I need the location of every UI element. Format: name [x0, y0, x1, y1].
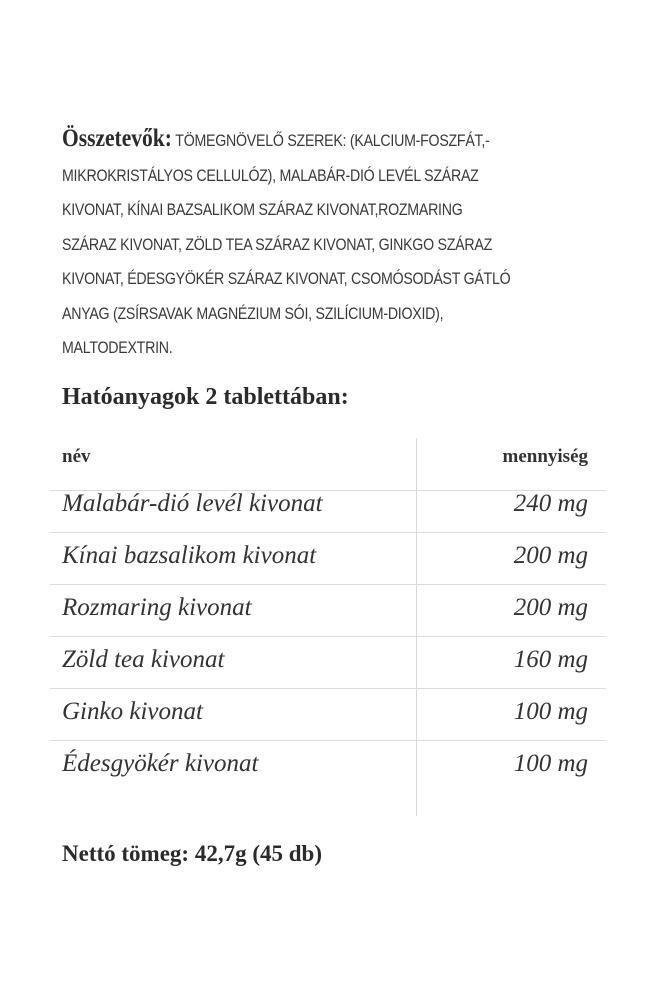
table-row — [50, 688, 606, 741]
ingredients-line: TÖMEGNÖVELŐ SZEREK: (KALCIUM-FOSZFÁT,- — [175, 132, 490, 150]
ingredients-paragraph — [62, 122, 587, 366]
ingredient-name: Zöld tea kivonat — [62, 646, 225, 673]
active-ingredients-title: Hatóanyagok 2 tablettában: — [62, 384, 349, 410]
ingredients-first-line — [62, 122, 587, 159]
ingredients-line: KIVONAT, ÉDESGYÖKÉR SZÁRAZ KIVONAT, CSOMÓSODÁST GÁTLÓ — [62, 270, 511, 288]
ingredient-name: Ginko kivonat — [62, 698, 203, 725]
ingredient-amount: 100 mg — [513, 698, 588, 725]
ingredients-label: Összetevők: — [62, 125, 172, 152]
ingredients-line: MALTODEXTRIN. — [62, 339, 173, 357]
table-row — [50, 740, 606, 792]
table-row — [50, 636, 606, 689]
ingredient-amount: 200 mg — [513, 542, 588, 569]
ingredient-amount: 200 mg — [513, 594, 588, 621]
header-name: név — [62, 446, 91, 467]
ingredient-name: Kínai bazsalikom kivonat — [62, 542, 317, 569]
header-amount: mennyiség — [502, 446, 588, 467]
ingredient-amount: 240 mg — [513, 490, 588, 517]
table-row — [50, 584, 606, 637]
ingredients-line: SZÁRAZ KIVONAT, ZÖLD TEA SZÁRAZ KIVONAT, GINKGO SZÁRAZ — [62, 235, 492, 254]
ingredient-amount: 100 mg — [513, 750, 588, 777]
table-row — [50, 480, 606, 533]
net-weight: Nettó tömeg: 42,7g (45 db) — [62, 841, 322, 866]
ingredient-name: Édesgyökér kivonat — [62, 750, 259, 777]
ingredients-line: KIVONAT, KÍNAI BAZSALIKOM SZÁRAZ KIVONAT,ROZMARING — [62, 201, 463, 219]
ingredient-name: Rozmaring kivonat — [62, 594, 252, 621]
table-row — [50, 532, 606, 585]
ingredients-line: MIKROKRISTÁLYOS CELLULÓZ), MALABÁR-DIÓ LEVÉL SZÁRAZ — [62, 166, 479, 185]
active-ingredients-table — [50, 438, 606, 816]
ingredients-line: ANYAG (ZSÍRSAVAK MAGNÉZIUM SÓI, SZILÍCIUM-DIOXID), — [62, 304, 444, 323]
ingredient-name: Malabár-dió levél kivonat — [62, 490, 323, 517]
ingredient-amount: 160 mg — [513, 646, 588, 673]
